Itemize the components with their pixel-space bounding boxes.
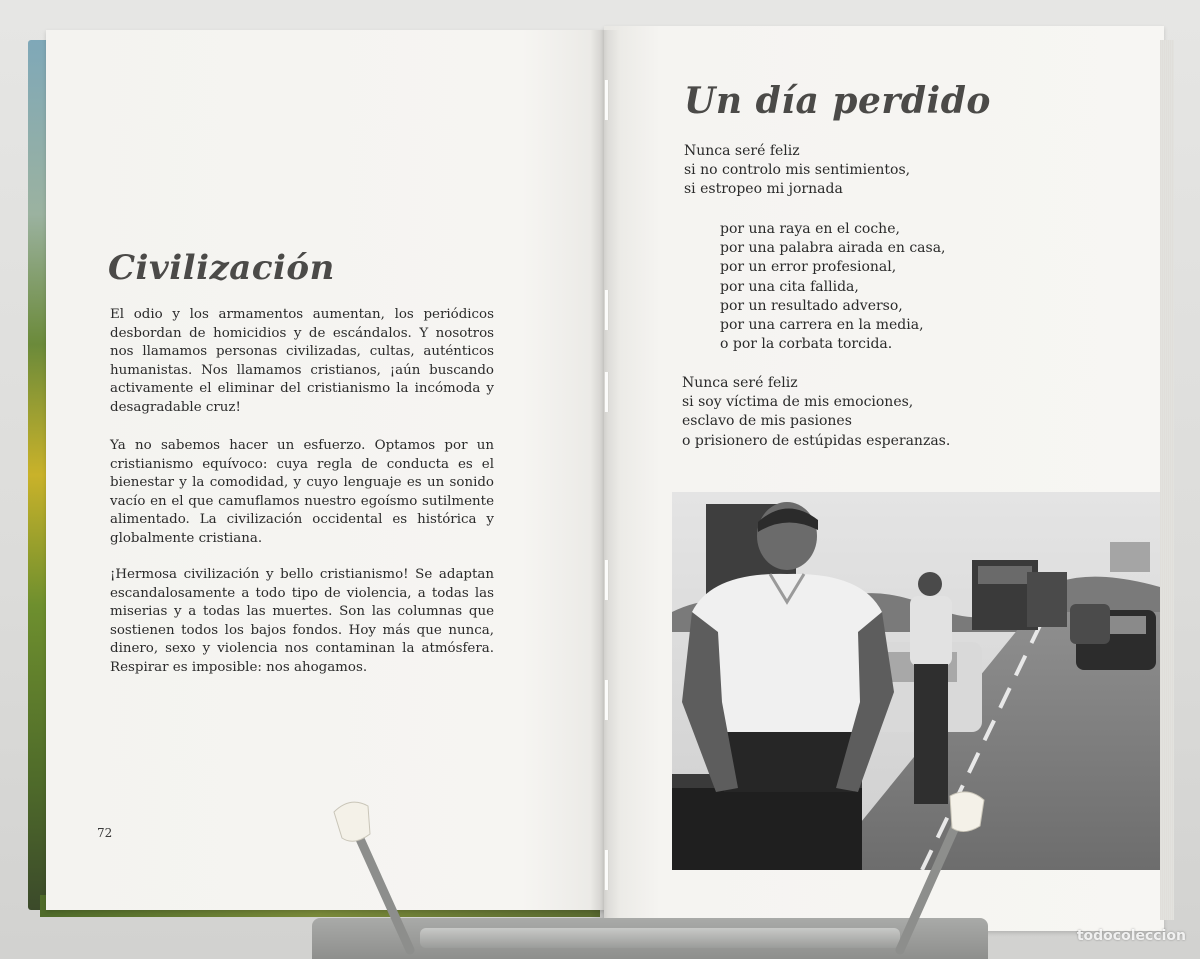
right-page-heading: Un día perdido [684, 80, 991, 122]
binding-stitch [604, 372, 609, 412]
spine-shadow [590, 30, 620, 920]
poem-line: esclavo de mis pasiones [682, 413, 852, 430]
binding-stitch [604, 560, 609, 600]
binding-stitch [604, 80, 609, 120]
watermark-text: todocoleccion [1076, 928, 1186, 944]
poem-stanza-2 [720, 220, 946, 354]
paragraph-3: ¡Hermosa civilización y bello cristianismo! Se adaptan escandalosamente a todo tipo de violencia, a todas las miserias y a todas las muertes. Son las columnas que sostienen todos los bajos fondos. Hoy más que nunca, dinero, sexo y violencia nos contaminan la atmósfera. Respirar es imposible: nos ahogamos. [110, 567, 494, 675]
page-number: 72 [97, 826, 113, 840]
stand-cap-left [334, 802, 370, 841]
poem-line: por un error profesional, [720, 259, 897, 276]
poem-line: o prisionero de estúpidas esperanzas. [682, 432, 951, 449]
left-page-heading: Civilización [108, 248, 335, 288]
poem-line: Nunca seré feliz [682, 375, 798, 391]
poem-line: Nunca seré feliz [684, 143, 800, 159]
binding-stitch [604, 290, 609, 330]
poem-line: o por la corbata torcida. [720, 336, 893, 353]
poem-line: si estropeo mi jornada [684, 181, 843, 198]
poem-line: si soy víctima de mis emociones, [682, 394, 914, 411]
poem-stanza-1 [684, 142, 910, 200]
paragraph-1: El odio y los armamentos aumentan, los periódicos desbordan de homicidios y de escándalos. Y nosotros nos llamamos personas civilizadas, cultas, auténticos humanistas. Nos llamamos cristianos, ¡aún buscando activamente el eliminar del cristianismo la incómoda y desagradable cruz! [110, 307, 494, 415]
paragraph-2: Ya no sabemos hacer un esfuerzo. Optamos por un cristianismo equívoco: cuya regla de conducta es el bienestar y la comodidad, y cuyo lenguaje es un sonido vacío en el que camuflamos nuestro egoísmo sutilmente alimentado. La civilización occidental es histórica y globalmente cristiana. [110, 438, 494, 546]
poem-line: por una cita fallida, [720, 278, 859, 295]
poem-line: por una raya en el coche, [720, 221, 900, 237]
poem-line: si no controlo mis sentimientos, [684, 162, 911, 179]
poem-stanza-3 [682, 374, 950, 451]
page-edges [1160, 40, 1174, 920]
stand-cap-right [950, 792, 984, 832]
binding-stitch [604, 680, 609, 720]
poem-line: por una carrera en la media, [720, 317, 924, 334]
poem-line: por una palabra airada en casa, [720, 240, 946, 257]
book-stand-arms [320, 790, 1000, 959]
poem-line: por un resultado adverso, [720, 297, 903, 314]
